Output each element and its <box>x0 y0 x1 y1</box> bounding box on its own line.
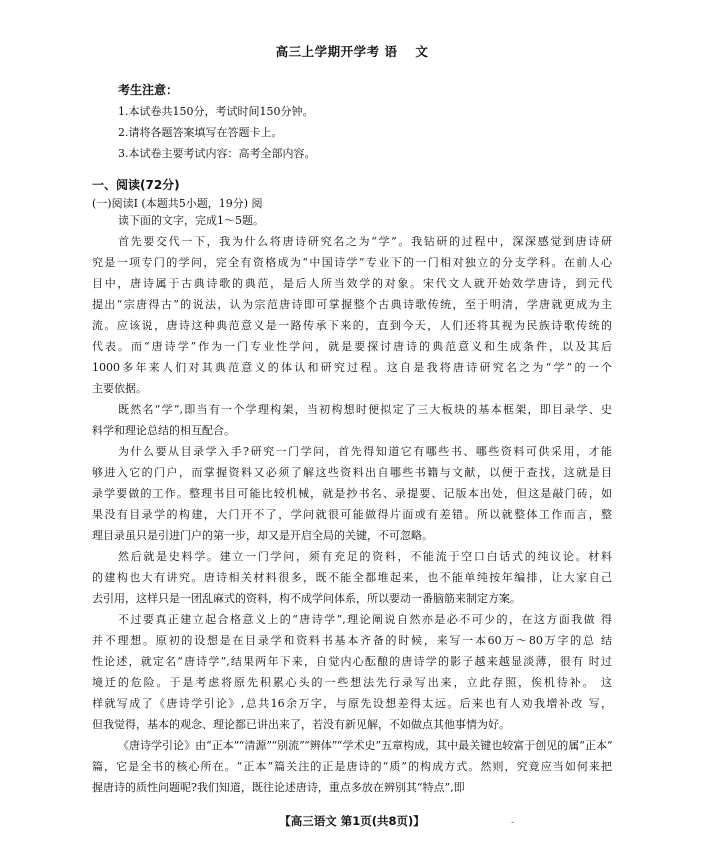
text-line: 1000多年来人们对其典范意义的体认和研究过程。这自是我将唐诗研究名之为“学”的一个 <box>92 361 612 374</box>
text-line: 首先要交代一下，我为什么将唐诗研究名之为“学”。我钻研的过程中，深深感觉到唐诗研 <box>118 235 612 248</box>
exam-title: 高三上学期开学考 语 文 <box>275 44 429 59</box>
text-line: 料学和理论总结的相互配合。 <box>92 424 235 437</box>
text-line: 去引用，这样只是一团乱麻式的资料，构不成学问体系，所以要动一番脑筋来制定方案。 <box>92 592 521 605</box>
text-line: 不过要真正建立起合格意义上的“唐诗学”,理论阐说自然亦是必不可少的，在这方面我做 得 <box>118 613 612 626</box>
text-line: 境迁的危险。于是考虑将原先积累心头的一些想法先行录写出来，立此存照，俟机待补。 这 <box>92 676 612 689</box>
notice-item: 3.本试卷主要考试内容：高考全部内容。 <box>118 147 316 160</box>
notice-item: 2.请将各题答案填写在答题卡上。 <box>118 126 283 139</box>
text-line: 果没有目录学的构建，大门开不了，学问就很可能做得片面或有差错。所以就整体工作而言，整 <box>92 508 612 521</box>
text-line: 提出“宗唐得古”的说法，认为宗范唐诗即可掌握整个古典诗歌传统，至于明清，学唐就更成为主 <box>92 298 612 311</box>
text-line: 但我觉得，基本的观念、理论都已讲出来了，若没有新见解，不如做点其他事情为好。 <box>92 718 510 731</box>
text-line: 性论述，就定名“唐诗学”,结果两年下来，自觉内心酝酿的唐诗学的影子越来越显淡薄，很有 时过 <box>92 655 612 668</box>
text-line: 样就写成了《唐诗学引论》,总共16余万字，与原先设想差得太远。后来也有人劝我增补改 写， <box>92 697 612 710</box>
text-line: 篇，它是全书的核心所在。“正本”篇关注的正是唐诗的“质”的构成方式。然则，究竟应当如何来把 <box>92 760 612 773</box>
text-line: 《唐诗学引论》由“正本”“清源”“别流”“辨体”“学术史”五章构成，其中最关键也较富于创见的属“正本” <box>118 739 612 752</box>
text-line: 为什么要从目录学入手?研究一门学问，首先得知道它有哪些书、哪些资料可供采用，才能 <box>118 445 612 458</box>
text-line: 代表。而“唐诗学”作为一门专业性学问，就是要探讨唐诗的典范意义和生成条件，以及其后 <box>92 340 612 353</box>
section-heading: 一、阅读(72分) <box>92 178 180 192</box>
text-line: 握唐诗的质性问题呢?我们知道，既往论述唐诗，重点多放在辨别其“特点”,即 <box>92 781 465 794</box>
page-footer: 【高三语文 第1页(共8页)】 <box>279 814 425 828</box>
text-line: 流。应该说，唐诗这种典范意义是一路传承下来的，直到今天，人们还将其视为民族诗歌传统的 <box>92 319 612 332</box>
text-line: 并不理想。原初的设想是在目录学和资料书基本齐备的时候，来写一本60万～80万字的总 结 <box>92 634 612 647</box>
text-line: 理目录虽只是引进门户的第一步，却又是开启全局的关键，不可忽略。 <box>92 529 433 542</box>
notice-item: 1.本试卷共150分，考试时间150分钟。 <box>118 105 314 118</box>
text-line: 的建构也大有讲究。唐诗相关材料很多，既不能全都堆起来，也不能单纯按年编排，让大家自己 <box>92 571 612 584</box>
text-line: 够进入它的门户，而掌握资料又必须了解这些资料出自哪些书籍与文献，以便于查找，这就是目 <box>92 466 612 479</box>
text-line: 录学要做的工作。整理书目可能比较机械，就是抄书名、录提要、记版本出处，但这是敲门砖，如 <box>92 487 612 500</box>
text-line: 既然名“学”,即当有一个学理构架，当初构想时便拟定了三大板块的基本框架，即目录学、史 <box>118 403 612 416</box>
subsection-heading: (一)阅读Ⅰ (本题共5小题，19分) 阅 <box>92 197 263 210</box>
text-line: 究是一项专门的学问，完全有资格成为“中国诗学”专业下的一门相对独立的分支学科。在前人心 <box>92 256 612 269</box>
footer-mark: - <box>511 818 515 828</box>
text-line: 目中，唐诗属于古典诗歌的典范，是后人所当效学的对象。宋代文人就开始效学唐诗，到元代 <box>92 277 612 290</box>
text-line: 主要依据。 <box>92 382 147 395</box>
instruction: 读下面的文字，完成1～5题。 <box>118 214 264 227</box>
notice-heading: 考生注意： <box>118 83 179 97</box>
text-line: 然后就是史料学。建立一门学问，须有充足的资料，不能流于空口白话式的纯议论。材料 <box>118 550 612 563</box>
